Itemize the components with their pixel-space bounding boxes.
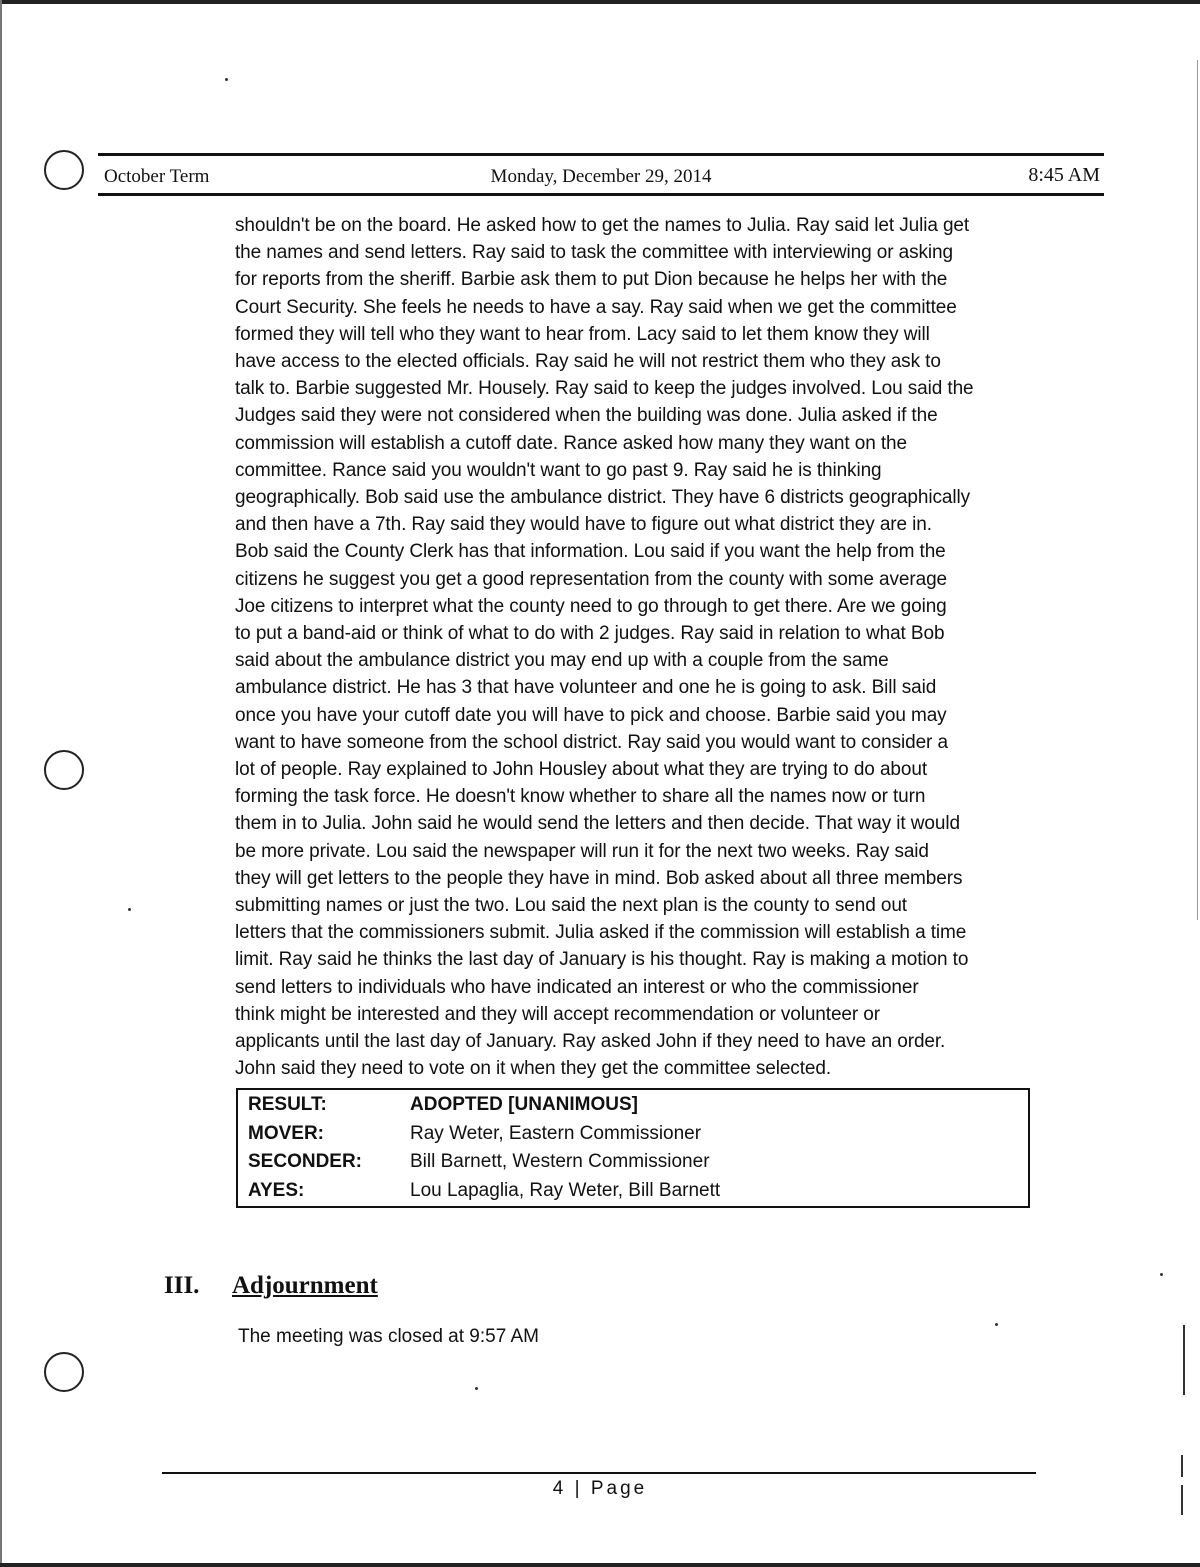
body-line: talk to. Barbie suggested Mr. Housely. Ray said to keep the judges involved. Lou said the [235, 378, 974, 400]
body-line: and then have a 7th. Ray said they would have to figure out what district they are in. [235, 514, 932, 536]
minutes-body [235, 212, 1045, 1083]
body-line: send letters to individuals who have indicated an interest or who the commissioner [235, 976, 919, 998]
mover-value: Ray Weter, Eastern Commissioner [410, 1122, 702, 1144]
body-line: John said they need to vote on it when they get the committee selected. [235, 1058, 831, 1080]
scan-mark [1183, 1325, 1185, 1395]
scan-speck [128, 908, 131, 911]
scan-speck [225, 78, 228, 81]
mover-row [237, 1119, 1029, 1148]
result-value: ADOPTED [UNANIMOUS] [410, 1093, 638, 1115]
body-line: Court Security. She feels he needs to have a say. Ray said when we get the committee [235, 296, 957, 318]
body-line: Judges said they were not considered when the building was done. Julia asked if the [235, 405, 938, 427]
result-row [237, 1089, 1029, 1119]
body-line: lot of people. Ray explained to John Housley about what they are trying to do about [235, 759, 927, 781]
body-line: commission will establish a cutoff date. Rance asked how many they want on the [235, 432, 907, 454]
header-term: October Term [104, 166, 210, 187]
seconder-row [237, 1148, 1029, 1177]
motion-result-table [236, 1088, 1030, 1208]
mover-label: MOVER: [248, 1122, 324, 1144]
scan-speck [995, 1323, 998, 1326]
header-date: Monday, December 29, 2014 [490, 166, 712, 187]
result-label: RESULT: [248, 1093, 327, 1115]
ayes-value: Lou Lapaglia, Ray Weter, Bill Barnett [410, 1180, 721, 1202]
closing-statement: The meeting was closed at 9:57 AM [238, 1326, 539, 1347]
punch-hole-middle [44, 750, 84, 790]
body-line: ambulance district. He has 3 that have volunteer and one he is going to ask. Bill said [235, 677, 937, 699]
punch-hole-bottom [44, 1352, 84, 1392]
body-line: Bob said the County Clerk has that information. Lou said if you want the help from the [235, 541, 946, 563]
body-line: to put a band-aid or think of what to do with 2 judges. Ray said in relation to what Bob [235, 623, 945, 645]
page-border-top [0, 0, 1200, 4]
body-line: they will get letters to the people they have in mind. Bob asked about all three members [235, 867, 963, 889]
punch-hole-top [44, 150, 84, 190]
header-rule-bottom [98, 193, 1104, 196]
scan-mark [1181, 1455, 1183, 1477]
body-line: applicants until the last day of January. Ray asked John if they need to have an order. [235, 1031, 946, 1053]
ayes-label: AYES: [248, 1180, 305, 1202]
seconder-value: Bill Barnett, Western Commissioner [410, 1151, 710, 1173]
body-line: said about the ambulance district you may end up with a couple from the same [235, 650, 889, 672]
page-number: 4 | Page [552, 1478, 648, 1499]
body-line: limit. Ray said he thinks the last day of January is his thought. Ray is making a motion to [235, 949, 969, 971]
body-line: want to have someone from the school district. Ray said you would want to consider a [235, 731, 948, 753]
body-line: shouldn't be on the board. He asked how to get the names to Julia. Ray said let Julia get [235, 215, 970, 236]
ayes-row [237, 1177, 1029, 1207]
body-line: them in to Julia. John said he would send the letters and then decide. That way it would [235, 813, 960, 835]
header-rule-top [98, 153, 1104, 156]
body-line: letters that the commissioners submit. Julia asked if the commission will establish a time [235, 922, 967, 944]
scan-speck [475, 1387, 478, 1390]
header-time: 8:45 AM [1028, 164, 1100, 186]
body-line: for reports from the sheriff. Barbie ask them to put Dion because he helps her with the [235, 269, 948, 291]
page-border-bottom [0, 1563, 1200, 1567]
body-line: think might be interested and they will accept recommendation or volunteer or [235, 1003, 880, 1025]
section-title: Adjournment [232, 1272, 378, 1299]
body-line: submitting names or just the two. Lou said the next plan is the county to send out [235, 895, 907, 917]
body-line: the names and send letters. Ray said to task the committee with interviewing or asking [235, 242, 953, 264]
body-line: citizens he suggest you get a good representation from the county with some average [235, 568, 948, 590]
body-line: Joe citizens to interpret what the county need to go through to get there. Are we going [235, 595, 947, 617]
page-border-right [1197, 60, 1198, 920]
body-line: forming the task force. He doesn't know whether to share all the names now or turn [235, 786, 926, 808]
body-line: committee. Rance said you wouldn't want to go past 9. Ray said he is thinking [235, 459, 882, 481]
body-line: be more private. Lou said the newspaper will run it for the next two weeks. Ray said [235, 840, 929, 862]
page-header [100, 160, 1102, 190]
scan-speck [1160, 1273, 1163, 1276]
footer-rule [162, 1472, 1036, 1474]
seconder-label: SECONDER: [248, 1151, 363, 1173]
body-line: geographically. Bob said use the ambulance district. They have 6 districts geographically [235, 487, 970, 509]
body-line: have access to the elected officials. Ray said he will not restrict them who they ask to [235, 351, 941, 373]
page-border-left [0, 0, 2, 1567]
section-number: III. [164, 1272, 200, 1299]
scan-mark [1181, 1485, 1183, 1515]
body-line: once you have your cutoff date you will have to pick and choose. Barbie said you may [235, 704, 947, 726]
body-line: formed they will tell who they want to hear from. Lacy said to let them know they will [235, 323, 930, 345]
